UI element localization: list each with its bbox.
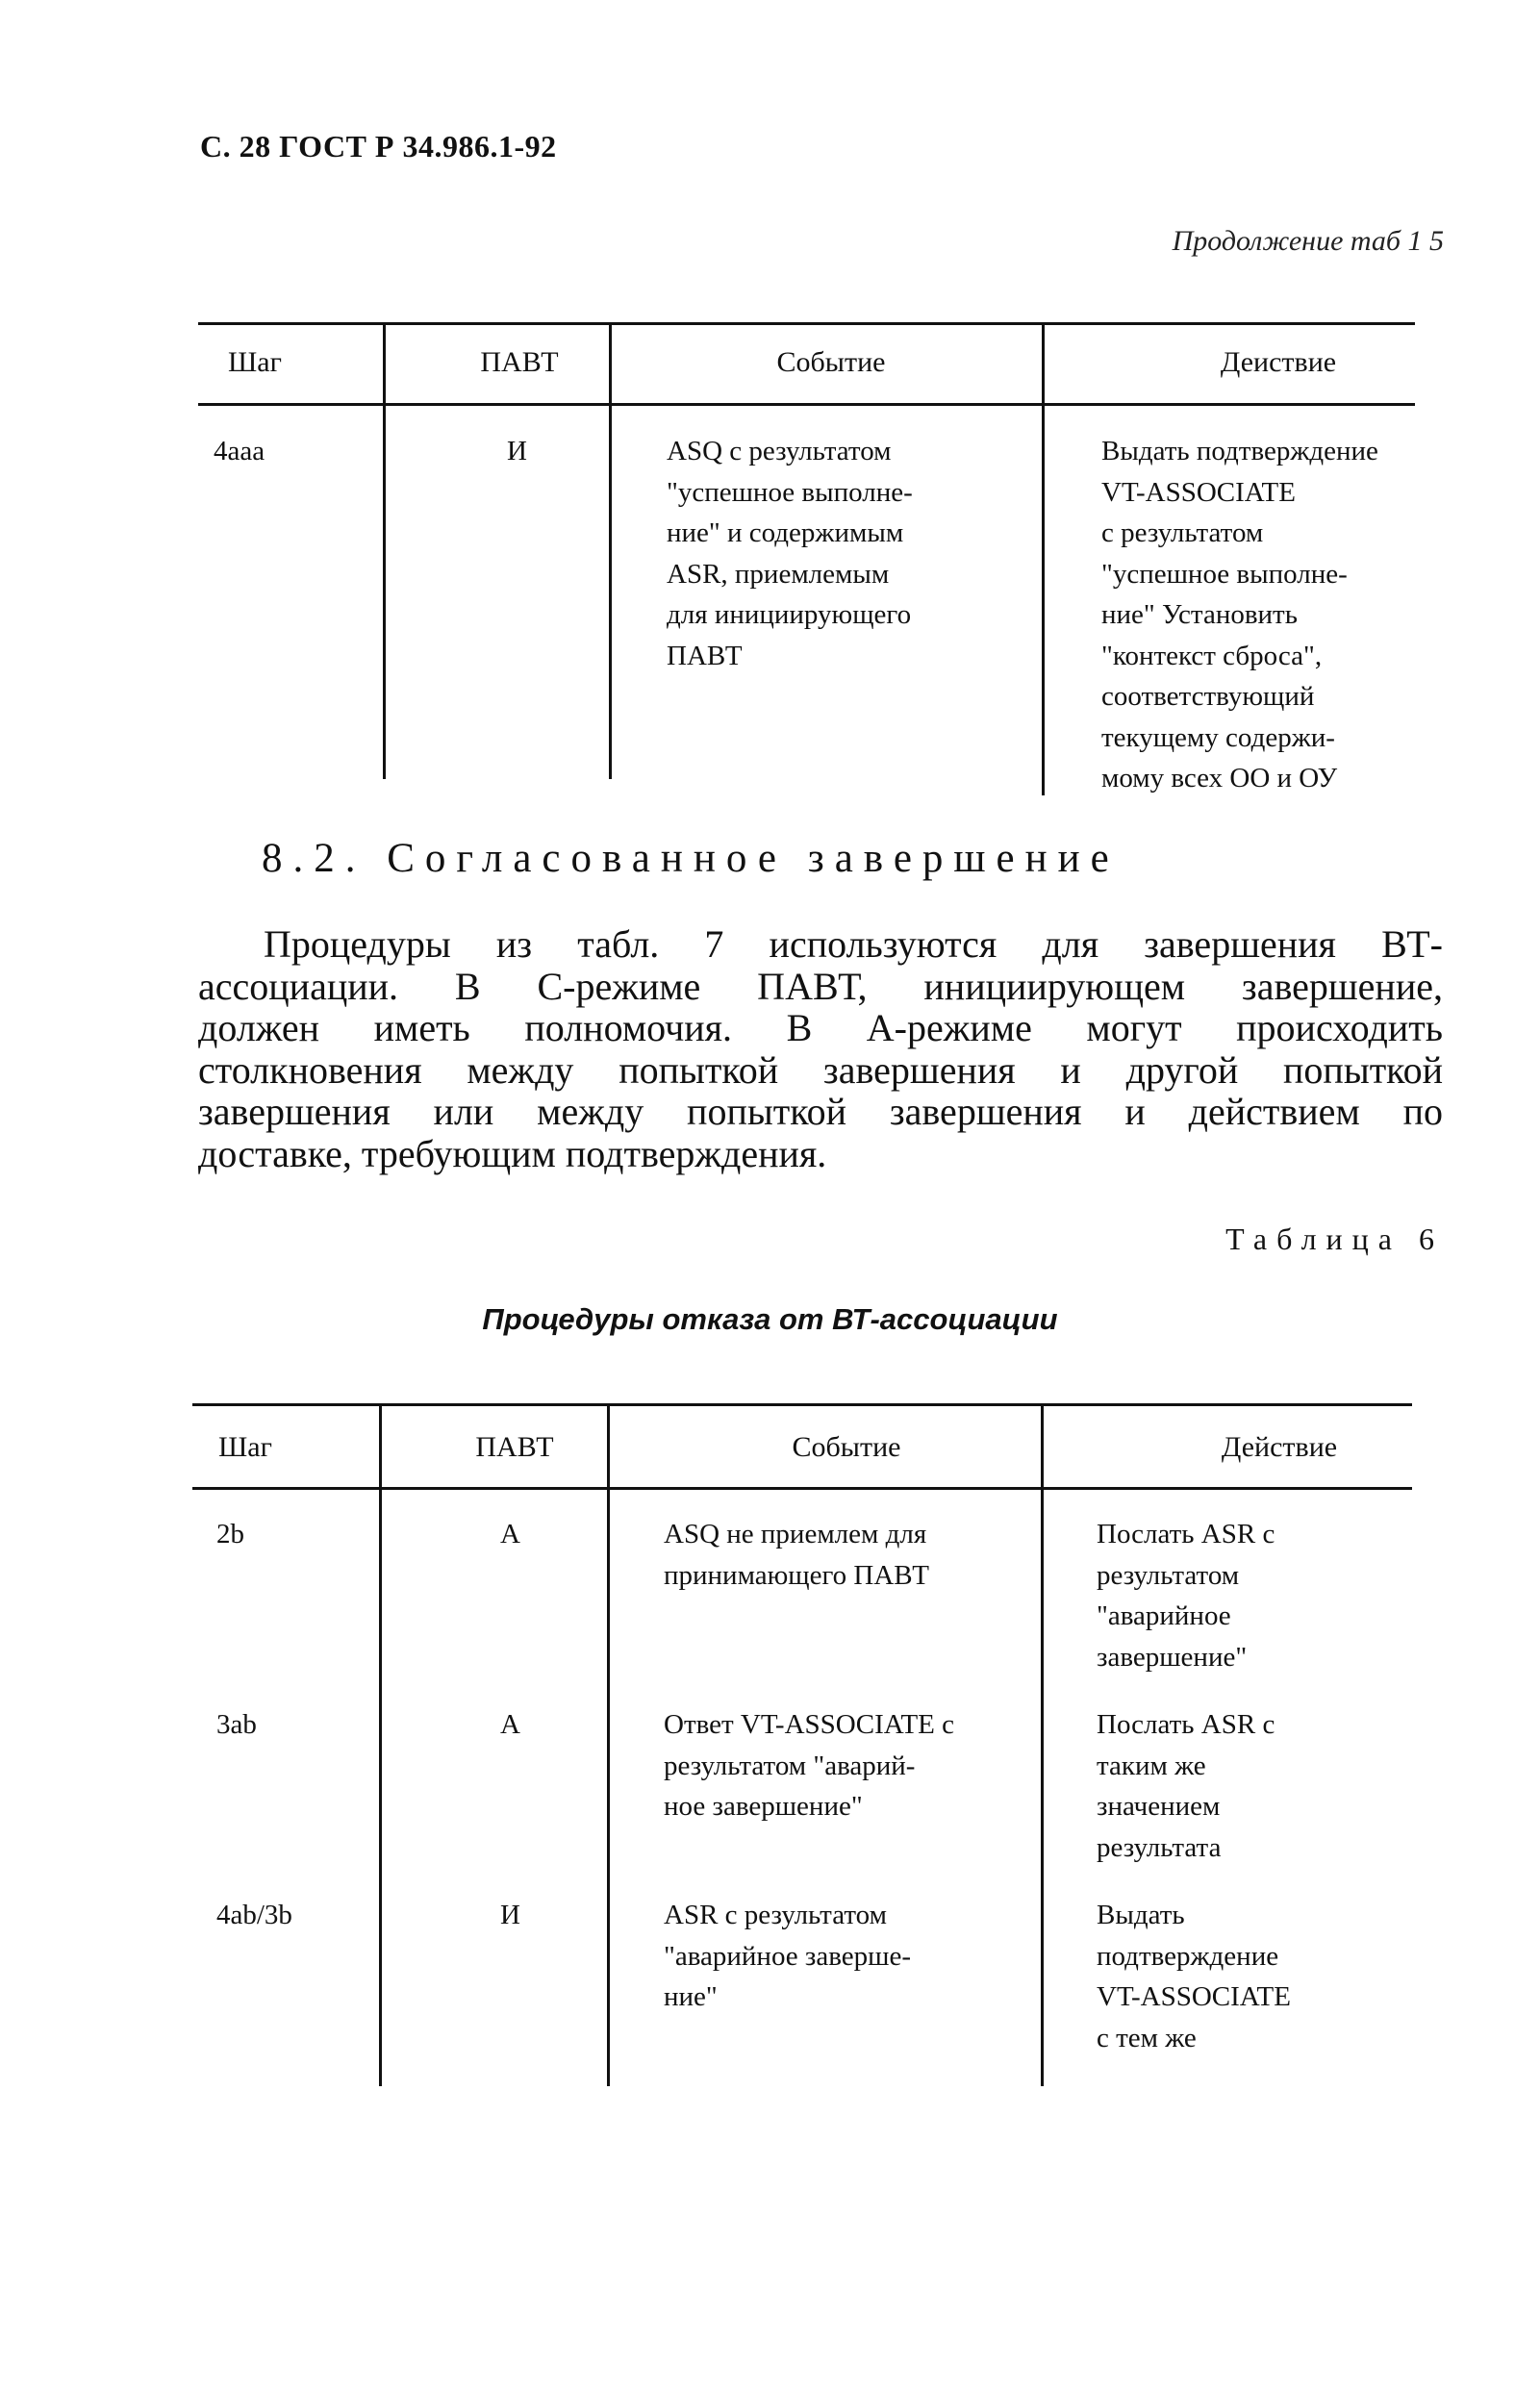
table-6-row-action: [1097, 1514, 1275, 1677]
table-5-row-action: [1101, 431, 1378, 799]
table-6-row-action: [1097, 1704, 1275, 1868]
table-6-header-step: Шаг: [218, 1431, 272, 1463]
table-6-row-action-line: Послать ASR с: [1097, 1519, 1275, 1549]
table-6-row-pavt: А: [500, 1519, 520, 1549]
table-5-row-event: [667, 431, 913, 676]
table-6-number: Таблица 6: [1225, 1222, 1444, 1256]
page-header: С. 28 ГОСТ Р 34.986.1-92: [200, 129, 557, 164]
table-5-header-pavt: ПАВТ: [480, 346, 559, 378]
paragraph-line: столкновения между попыткой завершения и другой попыткой: [198, 1047, 1443, 1092]
table-6-row-step: 4ab/3b: [216, 1900, 292, 1930]
table-5-row-action-line: ние" Установить: [1101, 599, 1298, 630]
table-5-row-event-line: "успешное выполне-: [667, 476, 913, 508]
table-5-row-event-line: ASQ с результатом: [667, 436, 892, 466]
table-5-row-pavt: И: [507, 436, 527, 466]
table-6-row-pavt: И: [500, 1900, 520, 1930]
table-6-row-event-line: ASR с результатом: [664, 1900, 887, 1930]
table-6-row-event-line: ASQ не приемлем для: [664, 1519, 927, 1549]
table-5-row-action-line: соответствующий: [1101, 681, 1315, 712]
table-6-row-action-line: значением: [1097, 1791, 1221, 1822]
paragraph-line: ассоциации. В С-режиме ПАВТ, инициирующем завершение,: [198, 964, 1443, 1008]
table-5-col-divider-3: [1042, 322, 1045, 795]
table-6-row-action-line: таким же: [1097, 1750, 1206, 1781]
table-6-row-action-line: Выдать: [1097, 1900, 1185, 1930]
table-5-row-step: 4aaa: [214, 436, 265, 466]
table-6-row-action: [1097, 1895, 1291, 2058]
table-5-header-rule: [198, 403, 1415, 406]
table-6-row-action-line: подтверждение: [1097, 1940, 1279, 1972]
table-5-row-action-line: Выдать подтверждение: [1101, 436, 1378, 466]
table-6-row-event-line: "аварийное заверше-: [664, 1940, 912, 1972]
table-6-header-rule: [192, 1487, 1412, 1490]
table-6-row-event: [664, 1514, 929, 1596]
paragraph-line: должен иметь полномочия. В А-режиме могут происходить: [198, 1006, 1443, 1049]
table-6-row-event-line: результатом "аварий-: [664, 1750, 916, 1781]
table-5-row-event-line: ASR, приемлемым: [667, 558, 890, 590]
table-5-top-rule: [198, 322, 1415, 325]
table-6-col-divider-3: [1041, 1403, 1044, 2086]
table-5-header-event: Событие: [776, 346, 886, 378]
table-6-row-action-line: VT-ASSOCIATE: [1097, 1981, 1291, 2012]
table-5-row-action-line: текущему содержи-: [1101, 721, 1335, 753]
table-6-row-action-line: результата: [1097, 1831, 1222, 1863]
table-5-row-action-line: "успешное выполне-: [1101, 558, 1348, 590]
table-6-row-action-line: результатом: [1097, 1559, 1240, 1591]
table-6-header-event: Событие: [792, 1431, 901, 1463]
table-5-row-action-line: мому всех ОО и ОУ: [1101, 763, 1338, 793]
table-6-row-step: 3ab: [216, 1709, 257, 1740]
table-5-row-event-line: ние" и содержимым: [667, 517, 904, 548]
table-5-row-action-line: "контекст сброса",: [1101, 640, 1323, 671]
table-6-row-action-line: Послать ASR с: [1097, 1709, 1275, 1740]
table-5-row-action-line: с результатом: [1101, 517, 1264, 548]
paragraph-line: завершения или между попыткой завершения и действием по: [198, 1090, 1443, 1133]
table-5-col-divider-1: [383, 322, 386, 779]
table-5-header-step: Шаг: [228, 346, 282, 378]
table-6-header-action: Действие: [1221, 1431, 1338, 1463]
paragraph-line: Процедуры из табл. 7 используются для завершения ВТ-: [264, 922, 1443, 966]
table-5-col-divider-2: [609, 322, 612, 779]
table-6-row-event-line: ное завершение": [664, 1791, 863, 1822]
section-paragraph: [198, 923, 1443, 1174]
table-6-row-event-line: Ответ VT-ASSOCIATE с: [664, 1709, 955, 1740]
table-5-row-action-line: VT-ASSOCIATE: [1101, 476, 1296, 508]
paragraph-line: доставке, требующим подтверждения.: [198, 1131, 827, 1175]
table-6-header-pavt: ПАВТ: [475, 1431, 554, 1463]
table-6-row-event: [664, 1704, 954, 1827]
table-6-col-divider-2: [607, 1403, 610, 2086]
table-6-title: Процедуры отказа от ВТ-ассоциации: [482, 1302, 1058, 1336]
table-6-top-rule: [192, 1403, 1412, 1406]
table-6-row-action-line: "аварийное: [1097, 1600, 1231, 1631]
table-continuation-label: Продолжение таб 1 5: [1172, 225, 1444, 257]
table-6-row-step: 2b: [216, 1519, 244, 1549]
table-6-row-action-line: завершение": [1097, 1641, 1248, 1673]
table-6-row-event-line: ние": [664, 1981, 718, 2012]
table-6-row-pavt: А: [500, 1709, 520, 1740]
table-5-row-event-line: ПАВТ: [667, 640, 743, 671]
table-6-col-divider-1: [379, 1403, 382, 2086]
table-5-header-action: Деиствие: [1220, 346, 1337, 378]
table-6-row-event: [664, 1895, 911, 2018]
table-6-row-event-line: принимающего ПАВТ: [664, 1559, 929, 1591]
table-5-row-event-line: для инициирующего: [667, 599, 912, 630]
section-title: 8.2. Согласованное завершение: [262, 836, 1120, 881]
table-6-row-action-line: с тем же: [1097, 2022, 1197, 2053]
